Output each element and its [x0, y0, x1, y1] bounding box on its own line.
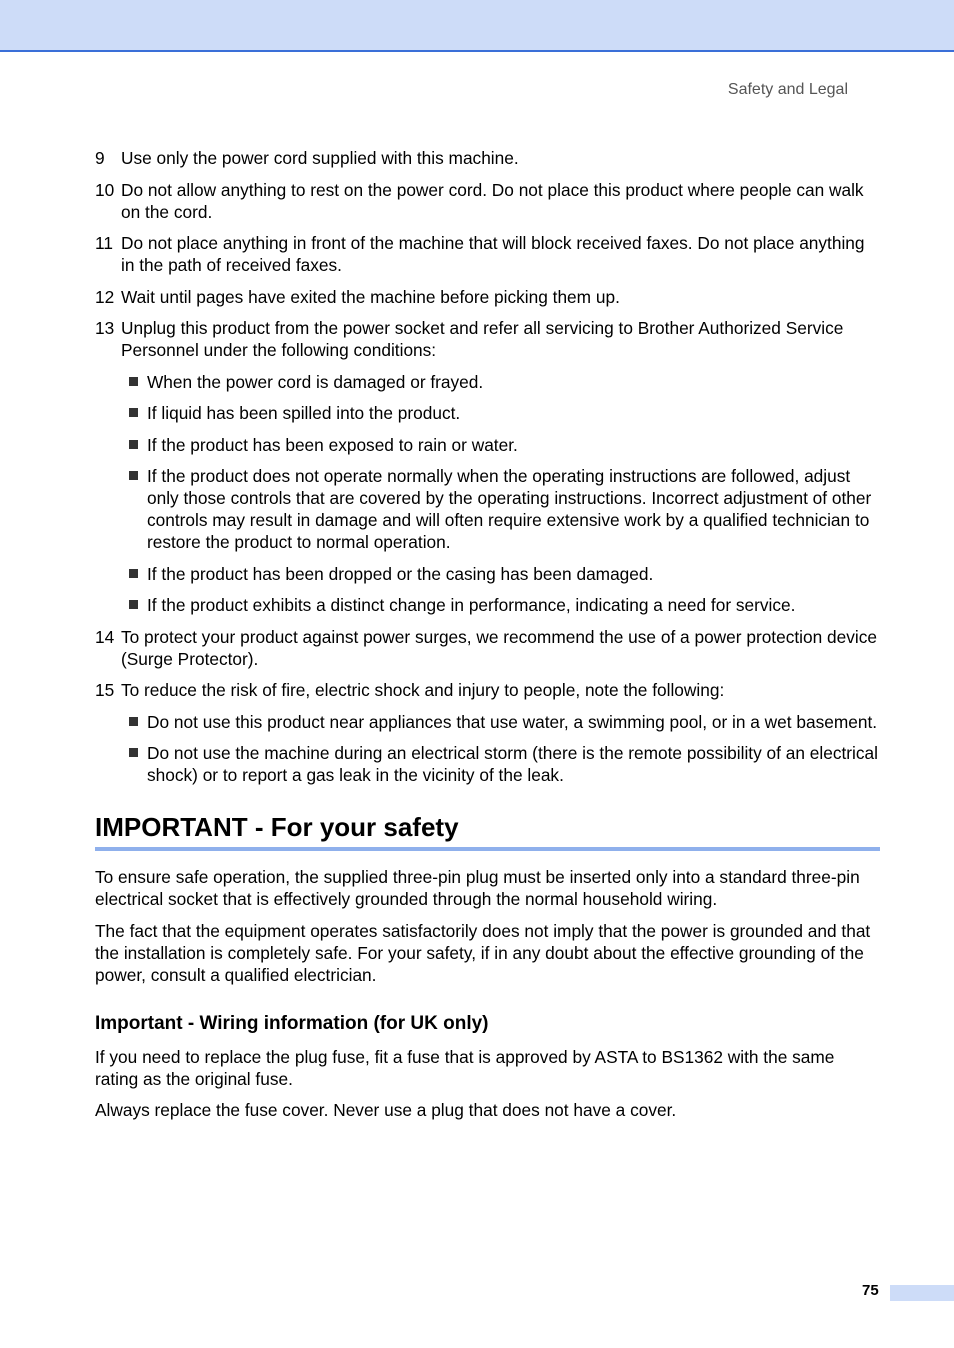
page-number: 75 [862, 1282, 879, 1299]
item-text: To protect your product against power surges, we recommend the use of a power protection device (Surge Protector). [121, 626, 877, 669]
bullet-item [95, 434, 880, 456]
list-item-14 [95, 626, 880, 670]
list-item-15 [95, 679, 880, 701]
paragraph: The fact that the equipment operates satisfactorily does not imply that the power is grounded and that the installation is completely safe. For your safety, if in any doubt about the effective grounding of the power, consult a qualified electrician. [95, 920, 871, 985]
square-bullet-icon [129, 600, 138, 609]
item-number: 11 [95, 233, 113, 253]
bullet-item [95, 563, 880, 585]
bullet-item [95, 594, 880, 616]
list-item-13 [95, 317, 880, 361]
square-bullet-icon [129, 569, 138, 578]
item-number: 14 [95, 626, 115, 647]
item-number: 15 [95, 680, 115, 700]
bullet-text: If liquid has been spilled into the product. [147, 403, 461, 423]
paragraph: To ensure safe operation, the supplied three-pin plug must be inserted only into a standard three-pin electrical socket that is effectively grounded through the normal household wiring. [95, 867, 860, 909]
list-item-9 [95, 147, 880, 169]
page-tab-marker [890, 1285, 954, 1301]
bullet-text: If the product exhibits a distinct change in performance, indicating a need for service. [147, 595, 796, 615]
square-bullet-icon [129, 748, 138, 757]
item-text: Wait until pages have exited the machine before picking them up. [121, 286, 620, 307]
bullet-item [95, 402, 880, 424]
page-content [95, 147, 880, 1131]
item-text: Unplug this product from the power socket and refer all servicing to Brother Authorized Service Personnel under the following conditions: [121, 318, 844, 360]
bullet-item [95, 711, 880, 733]
bullet-text: Do not use the machine during an electrical storm (there is the remote possibility of an electrical shock) or to report a gas leak in the vicinity of the leak. [147, 743, 878, 785]
subsection-heading-wiring: Important - Wiring information (for UK only) [95, 1012, 489, 1034]
running-header-title: Safety and Legal [727, 81, 848, 98]
item-number: 10 [95, 179, 115, 200]
square-bullet-icon [129, 440, 138, 449]
fire-risk-bullet-list [95, 711, 880, 787]
bullet-item [95, 465, 880, 553]
bullet-text: If the product does not operate normally when the operating instructions are followed, adjust only those controls that are covered by the operating instructions. Incorrect adjustment of other controls may result in damage and will often require extensive work by a qualified technician to restore the product to normal operation. [147, 466, 872, 552]
bullet-item [95, 742, 880, 786]
conditions-bullet-list [95, 371, 880, 617]
bullet-text: If the product has been exposed to rain or water. [147, 434, 518, 455]
item-text: Use only the power cord supplied with this machine. [121, 148, 519, 168]
bullet-item [95, 371, 880, 393]
bullet-text: When the power cord is damaged or frayed. [147, 371, 484, 392]
item-number: 9 [95, 148, 105, 168]
item-number: 12 [95, 286, 115, 307]
item-text: Do not place anything in front of the machine that will block received faxes. Do not place anything in the path of received faxes. [121, 233, 865, 275]
list-item-11 [95, 232, 880, 276]
square-bullet-icon [129, 377, 138, 386]
item-number: 13 [95, 318, 115, 338]
square-bullet-icon [129, 471, 138, 480]
section-heading-important-safety: IMPORTANT - For your safety [95, 812, 880, 851]
list-item-12 [95, 286, 880, 308]
paragraph: Always replace the fuse cover. Never use a plug that does not have a cover. [95, 1100, 677, 1120]
item-text: Do not allow anything to rest on the power cord. Do not place this product where people can walk on the cord. [121, 179, 864, 222]
list-item-10 [95, 179, 880, 223]
square-bullet-icon [129, 717, 138, 726]
item-text: To reduce the risk of fire, electric shock and injury to people, note the following: [121, 680, 725, 700]
bullet-text: Do not use this product near appliances that use water, a swimming pool, or in a wet basement. [147, 711, 878, 732]
bullet-text: If the product has been dropped or the casing has been damaged. [147, 563, 654, 584]
top-header-band [0, 0, 954, 52]
square-bullet-icon [129, 408, 138, 417]
paragraph: If you need to replace the plug fuse, fit a fuse that is approved by ASTA to BS1362 with the same rating as the original fuse. [95, 1046, 835, 1089]
